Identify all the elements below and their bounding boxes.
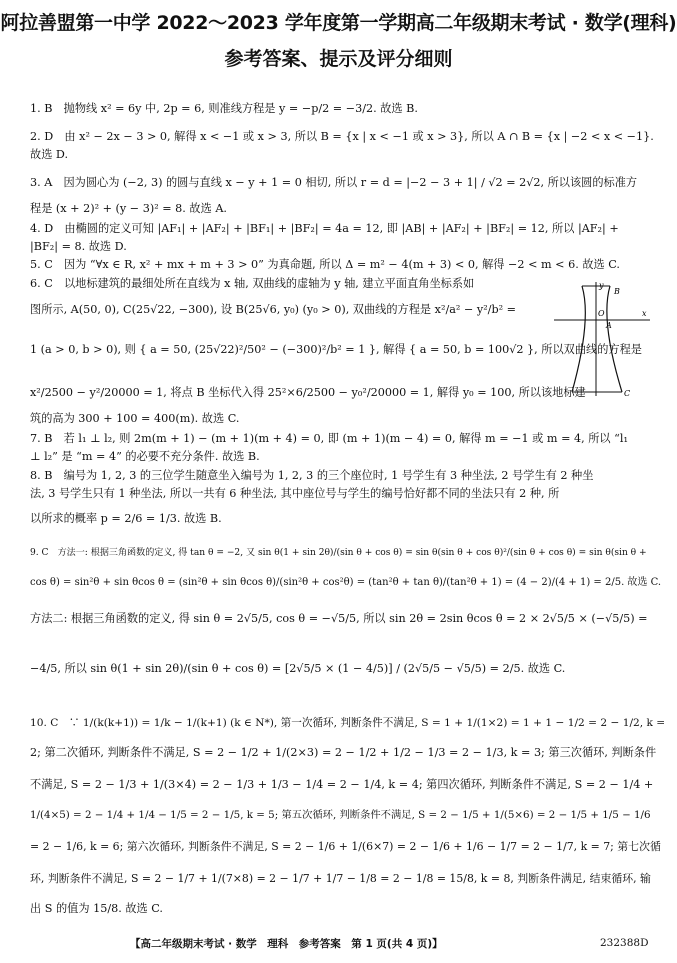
page-footer: 【高二年级期末考试 · 数学 理科 参考答案 第 1 页(共 4 页)】 (130, 938, 443, 950)
answer-line: 2; 第二次循环, 判断条件不满足, S = 2 − 1/2 + 1/(2×3) = 2 − 1/2 + 1/2 − 1/3 = 2 − 1/3, k = 3; 第三次循环, 判断条件 (30, 746, 657, 759)
answer-line: 筑的高为 300 + 100 = 400(m). 故选 C. (30, 412, 240, 425)
answer-line: 故选 D. (30, 148, 69, 161)
answer-line: −4/5, 所以 sin θ(1 + sin 2θ)/(sin θ + cos θ) = [2√5/5 × (1 − 4/5)] / (2√5/5 − √5/5) = 2/5. 故选 C. (30, 662, 566, 675)
answer-line: = 2 − 1/6, k = 6; 第六次循环, 判断条件不满足, S = 2 − 1/6 + 1/(6×7) = 2 − 1/6 + 1/6 − 1/7 = 2 − 1/7, k = 7; 第七次循 (30, 840, 661, 853)
hyperbola-right-branch (607, 286, 622, 392)
answer-line: 9. C 方法一: 根据三角函数的定义, 得 tan θ = −2, 又 sin θ(1 + sin 2θ)/(sin θ + cos θ) = sin θ(sin θ + cos θ)²/(sin θ + cos θ) = sin θ(sin θ + (30, 548, 647, 558)
point-c-label: C (624, 389, 631, 398)
answer-line: cos θ) = sin²θ + sin θcos θ = (sin²θ + sin θcos θ)/(sin²θ + cos²θ) = (tan²θ + tan θ)/(tan²θ + 1) = (4 − 2)/(4 + 1) = 2/5. 故选 C. (30, 577, 662, 588)
page-subtitle: 参考答案、提示及评分细则 (224, 48, 453, 70)
answer-line: 5. C 因为 “∀x ∈ R, x² + mx + m + 3 > 0” 为真命题, 所以 Δ = m² − 4(m + 3) < 0, 解得 −2 < m < 6. 故选 C. (30, 258, 620, 271)
point-a-label: A (606, 321, 612, 330)
answer-line: |BF₂| = 8. 故选 D. (30, 240, 127, 253)
answer-line: 4. D 由椭圆的定义可知 |AF₁| + |AF₂| + |BF₁| + |BF₂| = 4a = 12, 即 |AB| + |AF₂| + |BF₂| = 12, 所以 |AF₂| + (30, 222, 619, 235)
answer-line: 10. C ∵ 1/(k(k+1)) = 1/k − 1/(k+1) (k ∈ N*), 第一次循环, 判断条件不满足, S = 1 + 1/(1×2) = 1 + 1 − 1/2 = 2 − 1/2, k = (30, 717, 666, 729)
answer-line: 程是 (x + 2)² + (y − 3)² = 8. 故选 A. (30, 202, 227, 215)
origin-label: O (598, 309, 605, 318)
answer-line: 环, 判断条件不满足, S = 2 − 1/7 + 1/(7×8) = 2 − 1/7 + 1/7 − 1/8 = 2 − 1/8 = 15/8, k = 8, 判断条件满足, 结束循环, 输 (30, 872, 651, 885)
answer-line: 方法二: 根据三角函数的定义, 得 sin θ = 2√5/5, cos θ = −√5/5, 所以 sin 2θ = 2sin θcos θ = 2 × 2√5/5 × (−√5/5) = (30, 612, 648, 625)
point-b-label: B (614, 287, 620, 296)
hyperbola-left-branch (572, 286, 585, 392)
answer-line: 3. A 因为圆心为 (−2, 3) 的圆与直线 x − y + 1 = 0 相切, 所以 r = d = |−2 − 3 + 1| / √2 = 2√2, 所以该圆的标准方 (30, 176, 638, 189)
answer-line: 1. B 抛物线 x² = 6y 中, 2p = 6, 则准线方程是 y = −p/2 = −3/2. 故选 B. (30, 102, 418, 115)
answer-line: 2. D 由 x² − 2x − 3 > 0, 解得 x < −1 或 x > 3, 所以 B = {x | x < −1 或 x > 3}, 所以 A ∩ B = {x | −2 < x < −1}. (30, 130, 654, 143)
y-axis-label: y (599, 281, 604, 290)
document-code: 232388D (600, 937, 649, 949)
answer-line: 7. B 若 l₁ ⊥ l₂, 则 2m(m + 1) − (m + 1)(m + 4) = 0, 即 (m + 1)(m − 4) = 0, 解得 m = −1 或 m = 4, 所以 “l₁ (30, 432, 628, 445)
answer-line: 1 (a > 0, b > 0), 则 { a = 50, (25√22)²/50² − (−300)²/b² = 1 }, 解得 { a = 50, b = 100√2 }, 所以双曲线的方程是 (30, 343, 642, 356)
answer-line: 不满足, S = 2 − 1/3 + 1/(3×4) = 2 − 1/3 + 1/3 − 1/4 = 2 − 1/4, k = 4; 第四次循环, 判断条件不满足, S = 2 − 1/4 + (30, 778, 654, 791)
answer-line: x²/2500 − y²/20000 = 1, 将点 B 坐标代入得 25²×6/2500 − y₀²/20000 = 1, 解得 y₀ = 100, 所以该地标建 (30, 386, 586, 399)
answer-line: 以所求的概率 p = 2/6 = 1/3. 故选 B. (30, 512, 222, 525)
page-title: 阿拉善盟第一中学 2022～2023 学年度第一学期高二年级期末考试 · 数学(理科) (0, 12, 677, 34)
answer-line: 8. B 编号为 1, 2, 3 的三位学生随意坐入编号为 1, 2, 3 的三个座位时, 1 号学生有 3 种坐法, 2 号学生有 2 种坐 (30, 469, 594, 482)
answer-line: 法, 3 号学生只有 1 种坐法, 所以一共有 6 种坐法, 其中座位号与学生的编号恰好都不同的坐法只有 2 种, 所 (30, 487, 560, 500)
answer-line: 6. C 以地标建筑的最细处所在直线为 x 轴, 双曲线的虚轴为 y 轴, 建立平面直角坐标系如 (30, 277, 475, 290)
answer-line: 图所示, A(50, 0), C(25√22, −300), 设 B(25√6, y₀) (y₀ > 0), 双曲线的方程是 x²/a² − y²/b² = (30, 303, 517, 316)
answer-line: 1/(4×5) = 2 − 1/4 + 1/4 − 1/5 = 2 − 1/5, k = 5; 第五次循环, 判断条件不满足, S = 2 − 1/5 + 1/(5×6) = 2 − 1/5 + 1/5 − 1/6 (30, 809, 651, 821)
answer-line: 出 S 的值为 15/8. 故选 C. (30, 902, 163, 915)
answer-line: ⊥ l₂” 是 “m = 4” 的必要不充分条件. 故选 B. (30, 450, 260, 463)
hyperbola-tower-figure (552, 280, 652, 398)
x-axis-label: x (642, 309, 647, 318)
